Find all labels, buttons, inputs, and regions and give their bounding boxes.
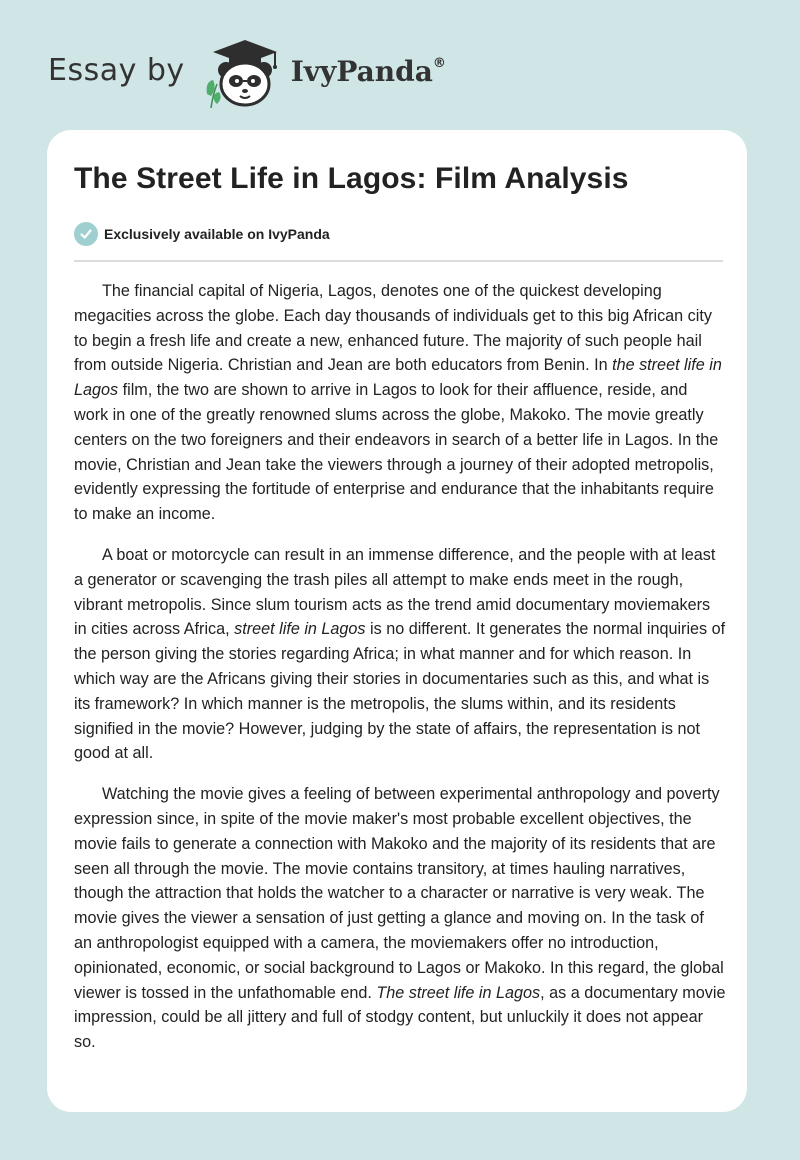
essay-title: The Street Life in Lagos: Film Analysis (74, 162, 629, 195)
film-title-italic: the street life in Lagos (74, 356, 722, 400)
ivypanda-logo-icon (201, 36, 289, 108)
trademark-mark: ® (432, 55, 446, 71)
ivypanda-brand: IvyPanda® (290, 54, 446, 88)
essay-paragraph: The financial capital of Nigeria, Lagos, denotes one of the quickest developing megacities across the globe. Each day thousands of individuals get to this big African city to begin a fresh life and create a new, enhanced future. The majority of such people hail from outside Nigeria. Christian and Jean are both educators from Benin. In the street life in Lagos film, the two are shown to arrive in Lagos to look for their affluence, reside, and work in one of the greatly renowned slums across the globe, Makoko. The movie greatly centers on the two foreigners and their endeavors in search of a better life in Lagos. In the movie, Christian and Jean take the viewers through a journey of their adopted metropolis, evidently expressing the fortitude of enterprise and endurance that the inhabitants require to make an income. (74, 282, 722, 524)
title-divider (74, 260, 723, 262)
essay-card (47, 130, 747, 1112)
exclusive-badge-label: Exclusively available on IvyPanda (104, 226, 330, 242)
essay-paragraph: Watching the movie gives a feeling of between experimental anthropology and poverty expression since, in spite of the movie maker's most probable excellent objectives, the movie fails to generate a connection with Makoko and the majority of its residents that are seen all through the movie. The movie contains transitory, at times hauling narratives, though the attraction that holds the watcher to a character or narrative is very weak. The movie gives the viewer a sensation of just getting a glance and moving on. In the task of an anthropologist equipped with a camera, the moviemakers offer no introduction, opinionated, economic, or social background to Lagos or Makoko. In this regard, the global viewer is tossed in the unfathomable end. The street life in Lagos, as a documentary movie impression, could be all jittery and full of stodgy content, but unluckily it does not appear so. (74, 785, 726, 1052)
check-circle-icon (74, 222, 98, 246)
film-title-italic: The street life in Lagos (376, 983, 541, 1002)
essay-body (74, 279, 726, 1071)
essay-paragraph: A boat or motorcycle can result in an immense difference, and the people with at least a generator or scavenging the trash piles all attempt to make ends meet in the rough, vibrant metropolis. Since slum tourism acts as the trend amid documentary moviemakers in cities across Africa, street life in Lagos is no different. It generates the normal inquiries of the person giving the stories regarding Africa; in what manner and for which reason. In which way are the Africans giving their stories in documentaries such as this, and what is its framework? In which manner is the metropolis, the slums within, and its residents signified in the movie? However, judging by the state of affairs, the representation is not good at all. (74, 545, 726, 763)
site-header (48, 36, 508, 108)
essay-by-label: Essay by (48, 52, 185, 88)
exclusive-badge (74, 222, 330, 246)
film-title-italic: street life in Lagos (234, 620, 366, 639)
